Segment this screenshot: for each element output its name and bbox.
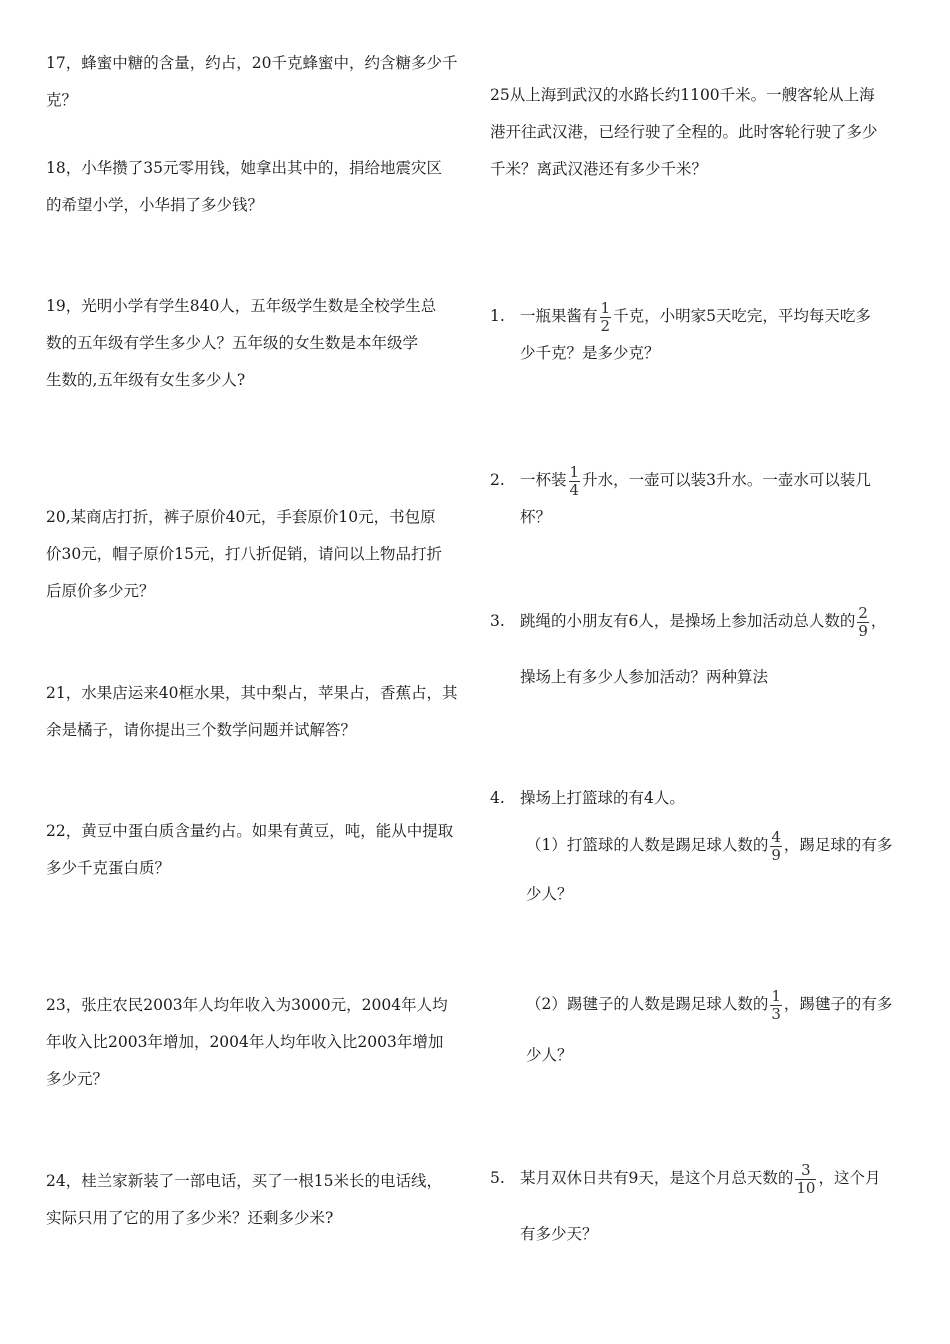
problem-1-number: 1. xyxy=(490,307,505,325)
fraction-denominator: 9 xyxy=(858,621,868,640)
question-22-line-1: 22，黄豆中蛋白质含量约占。如果有黄豆，吨，能从中提取 xyxy=(46,822,454,840)
fraction-1-4 xyxy=(569,464,581,499)
fraction-numerator: 1 xyxy=(569,462,580,481)
problem-2-text-a: 一杯装 xyxy=(520,471,567,489)
question-21-line-1: 21，水果店运来40框水果，其中梨占，苹果占，香蕉占，其 xyxy=(46,684,458,702)
fraction-numerator: 3 xyxy=(795,1162,816,1180)
problem-4-2-text-b: ，踢毽子的有多 xyxy=(783,995,893,1013)
fraction-numerator: 2 xyxy=(858,603,868,622)
question-17 xyxy=(46,45,466,119)
question-21 xyxy=(46,675,466,749)
problem-5-text-b: ，这个月 xyxy=(818,1169,881,1187)
question-25-line-2: 港开往武汉港，已经行驶了全程的。此时客轮行驶了多少 xyxy=(490,123,878,141)
question-17-line-2: 克？ xyxy=(46,91,78,109)
problem-3-line-2: 操场上有多少人参加活动？两种算法 xyxy=(520,668,769,686)
fraction-denominator: 10 xyxy=(796,1178,816,1197)
problem-2 xyxy=(490,462,910,536)
problem-5-number: 5. xyxy=(490,1169,505,1187)
question-18 xyxy=(46,150,466,224)
question-23-line-2: 年收入比2003年增加，2004年人均年收入比2003年增加 xyxy=(46,1033,444,1051)
problem-4-1-line-2: 少人？ xyxy=(526,885,573,903)
problem-4-2-line-2: 少人？ xyxy=(526,1046,573,1064)
fraction-1-2 xyxy=(600,300,612,335)
question-24-line-2: 实际只用了它的用了多少米？还剩多少米? xyxy=(46,1209,334,1227)
problem-4 xyxy=(490,780,910,913)
question-22 xyxy=(46,813,466,887)
problem-4-number: 4. xyxy=(490,789,505,807)
fraction-denominator: 9 xyxy=(771,845,781,864)
problem-1 xyxy=(490,298,910,372)
problem-5 xyxy=(490,1150,910,1262)
question-20 xyxy=(46,499,466,610)
problem-4-1-text-b: ，踢足球的有多 xyxy=(783,836,893,854)
fraction-numerator: 4 xyxy=(771,827,781,846)
question-19-line-1: 19，光明小学有学生840人，五年级学生数是全校学生总 xyxy=(46,297,437,315)
question-19 xyxy=(46,288,466,399)
question-25-line-3: 千米？离武汉港还有多少千米？ xyxy=(490,160,708,178)
problem-3-number: 3. xyxy=(490,612,505,630)
fraction-3-10 xyxy=(795,1162,816,1197)
question-22-line-2: 多少千克蛋白质？ xyxy=(46,859,171,877)
question-24-line-1: 24，桂兰家新装了一部电话，买了一根15米长的电话线， xyxy=(46,1172,442,1190)
problem-1-text-b: 千克，小明家5天吃完，平均每天吃多 xyxy=(613,307,871,325)
problem-1-text-a: 一瓶果酱有 xyxy=(520,307,598,325)
question-24 xyxy=(46,1163,466,1237)
fraction-1-3 xyxy=(770,988,782,1023)
problem-2-text-b: 升水，一壶可以装3升水。一壶水可以装几 xyxy=(582,471,871,489)
question-23 xyxy=(46,987,466,1098)
question-20-line-3: 后原价多少元？ xyxy=(46,582,155,600)
problem-2-line-2: 杯？ xyxy=(520,508,552,526)
problem-3-text-a: 跳绳的小朋友有6人，是操场上参加活动总人数的 xyxy=(520,612,856,630)
question-20-line-2: 价30元，帽子原价15元，打八折促销，请问以上物品打折 xyxy=(46,545,442,563)
question-25 xyxy=(490,77,910,188)
question-17-line-1: 17，蜂蜜中糖的含量，约占，20千克蜂蜜中，约含糖多少千 xyxy=(46,54,458,72)
problem-3 xyxy=(490,593,910,705)
fraction-denominator: 2 xyxy=(600,316,611,335)
problem-4-line-1: 操场上打篮球的有4人。 xyxy=(520,789,685,807)
question-19-line-2: 数的五年级有学生多少人？五年级的女生数是本年级学 xyxy=(46,334,419,352)
question-23-line-3: 多少元？ xyxy=(46,1070,109,1088)
fraction-numerator: 1 xyxy=(771,986,781,1005)
fraction-denominator: 4 xyxy=(569,480,580,499)
question-21-line-2: 余是橘子，请你提出三个数学问题并试解答？ xyxy=(46,721,357,739)
problem-4-part-2 xyxy=(490,986,910,1074)
fraction-4-9 xyxy=(770,829,782,864)
problem-2-number: 2. xyxy=(490,471,505,489)
problem-5-text-a: 某月双休日共有9天，是这个月总天数的 xyxy=(520,1169,794,1187)
question-25-line-1: 25从上海到武汉的水路长约1100千米。一艘客轮从上海 xyxy=(490,86,875,104)
fraction-numerator: 1 xyxy=(600,298,611,317)
question-18-line-2: 的希望小学，小华捐了多少钱？ xyxy=(46,196,264,214)
question-19-line-3: 生数的,五年级有女生多少人? xyxy=(46,371,246,389)
question-20-line-1: 20,某商店打折，裤子原价40元，手套原价10元，书包原 xyxy=(46,508,436,526)
problem-5-line-2: 有多少天？ xyxy=(520,1225,598,1243)
question-18-line-1: 18，小华攒了35元零用钱，她拿出其中的，捐给地震灾区 xyxy=(46,159,442,177)
question-23-line-1: 23，张庄农民2003年人均年收入为3000元，2004年人均 xyxy=(46,996,448,1014)
problem-3-text-b: ， xyxy=(870,612,887,630)
problem-4-2-text-a: （2）踢毽子的人数是踢足球人数的 xyxy=(526,995,769,1013)
problem-4-1-text-a: （1）打篮球的人数是踢足球人数的 xyxy=(526,836,769,854)
fraction-2-9 xyxy=(857,605,869,640)
problem-1-line-2: 少千克？是多少克？ xyxy=(520,344,660,362)
fraction-denominator: 3 xyxy=(771,1004,781,1023)
